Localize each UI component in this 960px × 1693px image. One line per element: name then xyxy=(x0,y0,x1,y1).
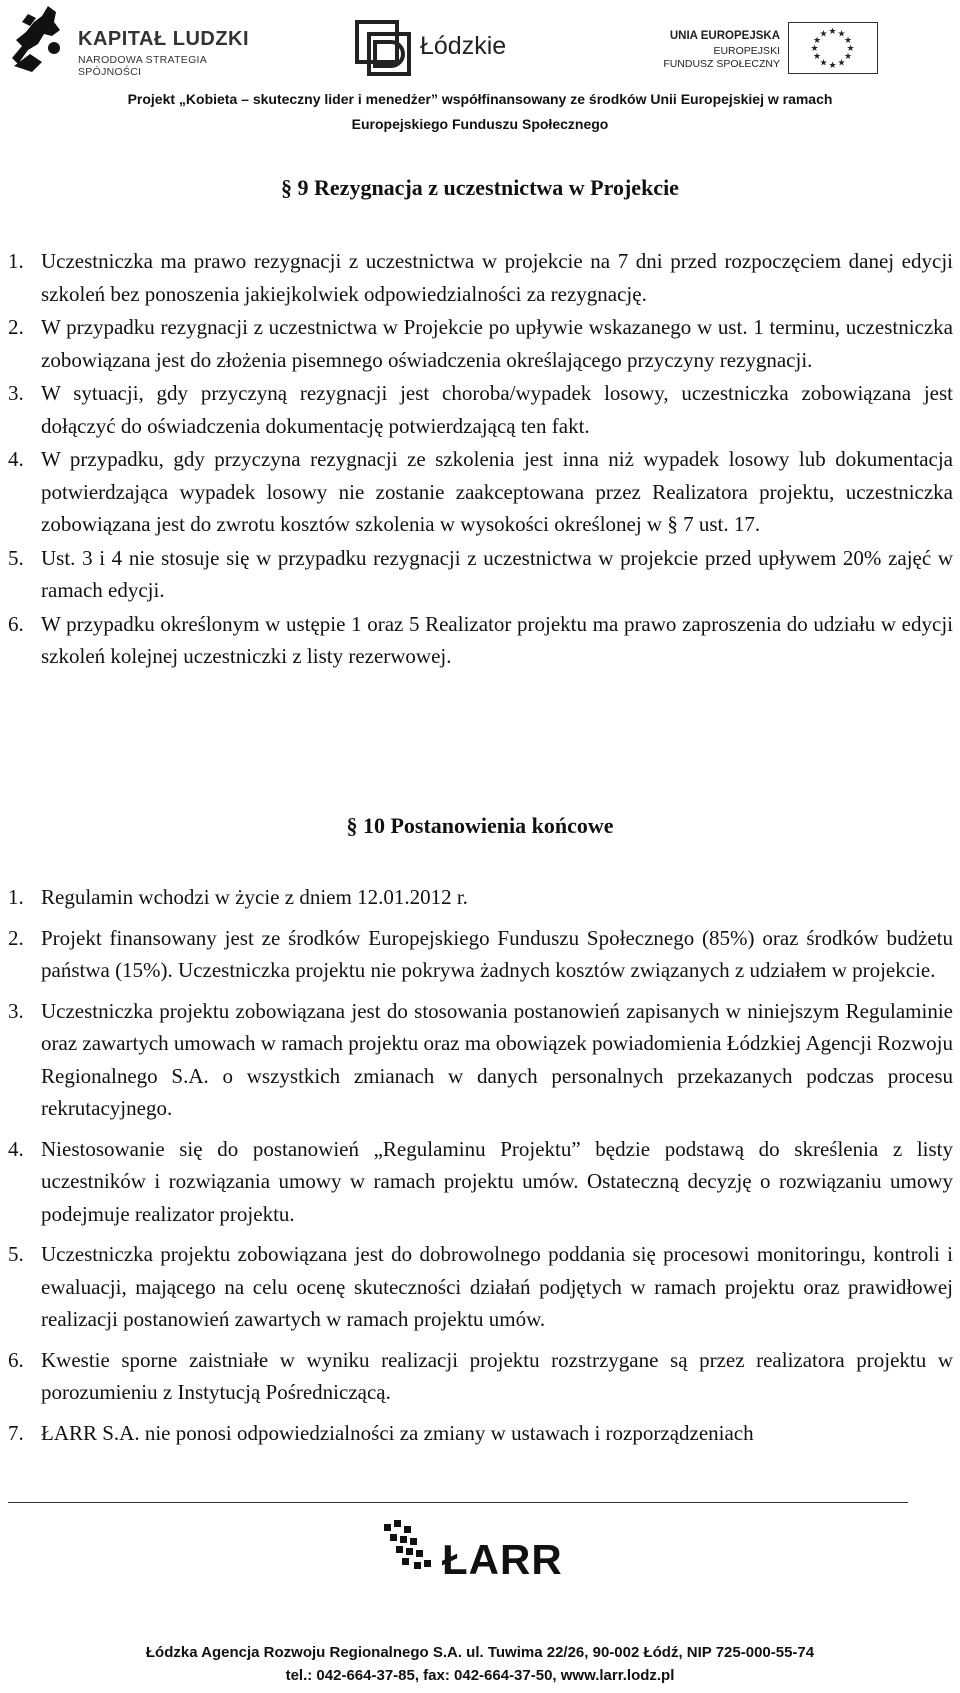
item-number: 1. xyxy=(8,885,24,909)
svg-text:★: ★ xyxy=(812,52,822,62)
item-text: W przypadku, gdy przyczyna rezygnacji ze szkolenia jest inna niż wypadek losowy lub dokumentacja potwierdzająca wypadek losowy nie zostanie zaakceptowana przez Realizatora projektu, uczestniczka zobowiązana jest do zwrotu kosztów szkolenia w wysokości określonej w § 7 ust. 17. xyxy=(41,447,953,536)
ue-efs-logo xyxy=(620,22,950,78)
item-text: W przypadku określonym w ustępie 1 oraz 5 Realizator projektu ma prawo zaproszenia do udziału w edycji szkoleń kolejnej uczestniczki z listy rezerwowej. xyxy=(41,611,953,668)
footer-address: Łódzka Agencja Rozwoju Regionalnego S.A. ul. Tuwima 22/26, 90-002 Łódź, NIP 725-000-55-74 xyxy=(145,1644,815,1661)
list-item xyxy=(8,377,953,442)
item-number: 3. xyxy=(8,381,24,405)
item-text: Uczestniczka ma prawo rezygnacji z uczestnictwa w projekcie na 7 dni przed rozpoczęciem danej edycji szkoleń bez ponoszenia jakiejkolwiek odpowiedzialności za rezygnację. xyxy=(41,249,953,306)
item-text: W przypadku rezygnacji z uczestnictwa w Projekcie po upływie wskazanego w ust. 1 terminu, uczestniczka zobowiązana jest do złożenia pisemnego oświadczenia określającego przyczyny rezygnacji. xyxy=(41,315,953,372)
footer-contact: tel.: 042-664-37-85, fax: 042-664-37-50, www.larr.lodz.pl xyxy=(285,1667,675,1684)
kapital-ludzki-logo xyxy=(8,4,268,78)
kapital-ludzki-title: KAPITAŁ LUDZKI xyxy=(78,28,250,50)
larr-logo-text: ŁARR xyxy=(442,1536,563,1583)
ue-line3: FUNDUSZ SPOŁECZNY xyxy=(663,58,780,70)
svg-text:★: ★ xyxy=(843,52,853,62)
item-text: Uczestniczka projektu zobowiązana jest do dobrowolnego poddania się procesowi monitoringu, kontroli i ewaluacji, mającego na celu ocenę skuteczności działań podjętych w ramach projektu oraz prawidłowej realizacji postanowień zawartych w ramach projektu umów. xyxy=(41,1242,953,1331)
ue-line2: EUROPEJSKI xyxy=(713,45,780,57)
kapital-ludzki-subtitle: NARODOWA STRATEGIA SPÓJNOŚCI xyxy=(78,54,207,78)
lodzkie-text: Łódzkie xyxy=(420,32,507,60)
item-text: Kwestie sporne zaistniałe w wyniku realizacji projektu rozstrzygane są przez realizatora projektu w porozumieniu z Instytucją Pośredniczącą. xyxy=(41,1347,953,1404)
kapital-ludzki-emblem-icon xyxy=(8,4,68,74)
lodzkie-emblem-icon xyxy=(355,20,411,76)
eu-flag-icon xyxy=(788,22,878,74)
list-item xyxy=(8,245,953,310)
item-number: 6. xyxy=(8,611,24,636)
item-text: Ust. 3 i 4 nie stosuje się w przypadku rezygnacji z uczestnictwa w projekcie przed upływem 20% zajęć w ramach edycji. xyxy=(41,545,953,602)
svg-text:★: ★ xyxy=(837,29,846,40)
larr-emblem-icon xyxy=(380,1518,440,1578)
item-number: 4. xyxy=(8,447,24,471)
item-text: Niestosowanie się do postanowień „Regulaminu Projektu” będzie podstawą do skreślenia z listy uczestników i rozwiązania umowy w ramach projektu umów. Ostateczną decyzję o rozwiązaniu umowy podejmuje realizator projektu. xyxy=(41,1136,953,1226)
section-9-title: § 9 Rezygnacja z uczestnictwa w Projekcie xyxy=(281,175,679,200)
list-item xyxy=(8,542,953,607)
item-number: 5. xyxy=(8,1242,24,1266)
list-item xyxy=(8,1344,953,1409)
list-item xyxy=(8,311,953,376)
item-number: 2. xyxy=(8,315,24,339)
svg-text:★: ★ xyxy=(828,27,837,37)
project-line-1: Projekt „Kobieta – skuteczny lider i menedżer” współfinansowany ze środków Unii Europejskiej w ramach xyxy=(127,91,833,107)
list-item xyxy=(8,1417,953,1450)
svg-text:★: ★ xyxy=(837,58,846,69)
item-text: Projekt finansowany jest ze środków Europejskiego Funduszu Społecznego (85%) oraz środków budżetu państwa (15%). Uczestniczka projektu nie pokrywa żadnych kosztów związanych z udziałem w projekcie. xyxy=(41,925,953,982)
svg-text:★: ★ xyxy=(843,36,853,46)
lodzkie-logo xyxy=(355,20,555,76)
item-number: 2. xyxy=(8,925,24,950)
list-item xyxy=(8,443,953,541)
list-item xyxy=(8,881,953,914)
svg-text:★: ★ xyxy=(810,44,819,54)
svg-text:★: ★ xyxy=(819,29,828,40)
item-text: W sytuacji, gdy przyczyną rezygnacji jest choroba/wypadek losowy, uczestniczka zobowiązana jest dołączyć do oświadczenia dokumentację potwierdzającą ten fakt. xyxy=(41,381,953,438)
project-line-2: Europejskiego Funduszu Społecznego xyxy=(351,116,609,132)
item-number: 1. xyxy=(8,249,24,273)
item-number: 5. xyxy=(8,545,24,570)
svg-text:★: ★ xyxy=(828,61,837,71)
section-10-list xyxy=(8,881,953,1457)
list-item xyxy=(8,1133,953,1231)
item-number: 6. xyxy=(8,1347,24,1372)
svg-text:★: ★ xyxy=(812,36,822,46)
ue-line1: UNIA EUROPEJSKA xyxy=(669,30,780,42)
item-text: Uczestniczka projektu zobowiązana jest do stosowania postanowień zapisanych w niniejszym Regulaminie oraz zawartych umowach w ramach projektu oraz ma obowiązek powiadomienia Łódzkiej Agencji Rozwoju Regionalnego S.A. o wszystkich zmianach w danych personalnych przekazanych podczas procesu rekrutacyjnego. xyxy=(41,998,953,1120)
svg-text:★: ★ xyxy=(819,58,828,69)
list-item xyxy=(8,1238,953,1336)
larr-logo xyxy=(380,1518,600,1593)
section-10-title: § 10 Postanowienia końcowe xyxy=(346,813,614,838)
list-item xyxy=(8,922,953,987)
item-number: 3. xyxy=(8,998,24,1023)
section-9-list xyxy=(8,245,953,674)
footer-divider xyxy=(8,1502,908,1503)
item-number: 4. xyxy=(8,1136,24,1161)
item-number: 7. xyxy=(8,1420,24,1445)
svg-text:★: ★ xyxy=(846,44,855,54)
page-header xyxy=(0,0,960,88)
list-item xyxy=(8,995,953,1125)
list-item xyxy=(8,608,953,673)
item-text: ŁARR S.A. nie ponosi odpowiedzialności za zmiany w ustawach i rozporządzeniach xyxy=(41,1420,754,1445)
item-text: Regulamin wchodzi w życie z dniem 12.01.2012 r. xyxy=(41,885,468,909)
